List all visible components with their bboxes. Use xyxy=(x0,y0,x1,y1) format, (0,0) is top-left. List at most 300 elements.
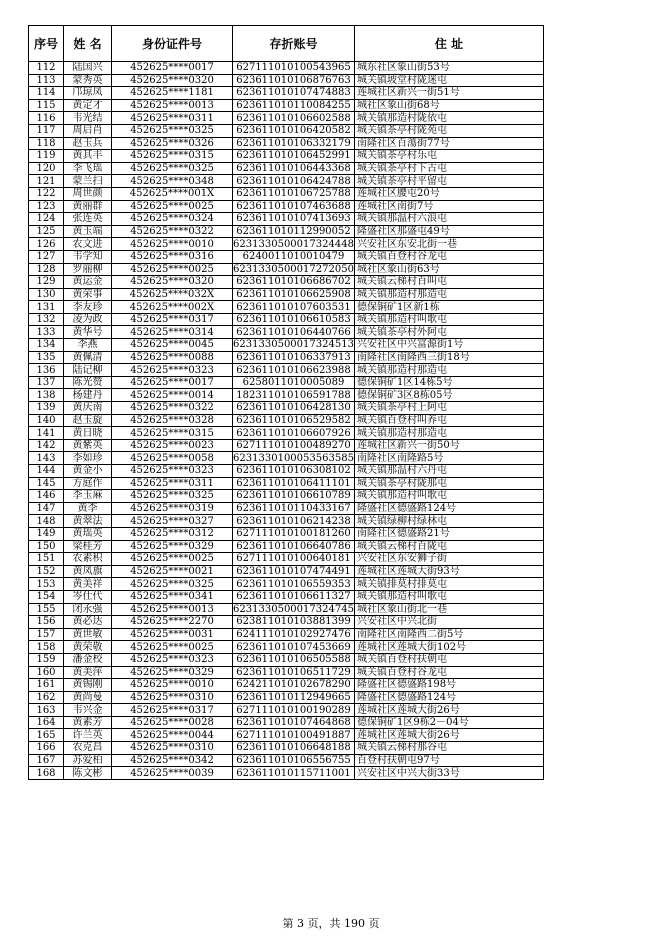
row-id-number: 452625****0322 xyxy=(112,402,233,415)
table-row xyxy=(29,112,544,125)
row-id-number: 452625****0327 xyxy=(112,515,233,528)
row-name: 邝琼凤 xyxy=(64,87,112,100)
row-id-number: 452625****002X xyxy=(112,301,233,314)
row-id-number: 452625****0010 xyxy=(112,679,233,692)
row-serial: 141 xyxy=(29,427,64,440)
row-account-number: 623611010106214238 xyxy=(233,515,355,528)
row-account-number: 623811010103881399 xyxy=(233,616,355,629)
row-name: 罗丽柳 xyxy=(64,263,112,276)
row-serial: 150 xyxy=(29,540,64,553)
row-account-number: 627111010100181260 xyxy=(233,527,355,540)
row-account-number: 6231330500017324448 xyxy=(233,238,354,250)
row-name: 陈文彬 xyxy=(64,767,112,780)
table-row xyxy=(29,301,544,314)
row-id-number: 452625****0323 xyxy=(112,364,233,377)
row-address: 城关镇茶亭村陇苑屯 xyxy=(355,124,544,137)
row-account-number: 623611010106623988 xyxy=(233,364,355,377)
table-row xyxy=(29,87,544,100)
row-address: 城社区象山街63号 xyxy=(355,263,544,276)
row-address: 莲城社区莲城大街26号 xyxy=(355,704,544,717)
row-serial: 158 xyxy=(29,641,64,654)
row-serial: 147 xyxy=(29,502,64,515)
table-row xyxy=(29,502,544,515)
row-address: 南隆社区德盛路21号 xyxy=(355,527,544,540)
row-id-number: 452625****0320 xyxy=(112,74,233,87)
row-address: 百登村扶朝屯97号 xyxy=(355,754,544,767)
row-account-number: 6231330500017324513 xyxy=(233,339,354,351)
row-id-number: 452625****0328 xyxy=(112,414,233,427)
row-id-number: 452625****0014 xyxy=(112,389,233,402)
row-id-number: 452625****0324 xyxy=(112,213,233,226)
row-name: 农克昌 xyxy=(64,742,112,755)
row-id-number: 452625****0025 xyxy=(112,553,233,566)
table-body xyxy=(29,62,544,780)
row-serial: 130 xyxy=(29,288,64,301)
row-serial: 168 xyxy=(29,767,64,780)
row-account-number: 623611010107474491 xyxy=(233,565,355,578)
row-account-number: 623611010106610789 xyxy=(233,490,355,503)
row-serial: 145 xyxy=(29,477,64,490)
row-serial: 121 xyxy=(29,175,64,188)
row-id-number: 452625****0028 xyxy=(112,716,233,729)
row-name: 李友珍 xyxy=(64,301,112,314)
row-address: 城关镇百登村谷龙屯 xyxy=(355,250,544,263)
table-row xyxy=(29,653,544,666)
table-row xyxy=(29,439,544,452)
row-name: 韦学知 xyxy=(64,250,112,263)
table-row xyxy=(29,641,544,654)
table-row xyxy=(29,187,544,200)
table-row xyxy=(29,402,544,415)
row-account-number: 623611010107464868 xyxy=(233,716,355,729)
row-id-number: 452625****0312 xyxy=(112,527,233,540)
row-address: 南隆社区南隆西二街5号 xyxy=(355,628,544,641)
table-row xyxy=(29,578,544,591)
row-id-number: 452625****0317 xyxy=(112,313,233,326)
row-name: 李玉麻 xyxy=(64,490,112,503)
row-name: 黄美祥 xyxy=(64,578,112,591)
row-address: 城关镇茶亭村平留屯 xyxy=(355,175,544,188)
row-id-number: 452625****0315 xyxy=(112,427,233,440)
row-id-number: 452625****0025 xyxy=(112,641,233,654)
row-name: 苏爱柏 xyxy=(64,754,112,767)
row-id-number: 452625****0326 xyxy=(112,137,233,150)
row-name: 黄世敏 xyxy=(64,628,112,641)
row-address: 德保铜矿1区9栋2－04号 xyxy=(355,716,544,729)
row-address: 南隆社区百蕩街77号 xyxy=(355,137,544,150)
row-id-number: 452625****0045 xyxy=(112,339,233,352)
row-address: 莲城社区莲城大街93号 xyxy=(355,565,544,578)
row-name: 韦兴金 xyxy=(64,704,112,717)
table-row xyxy=(29,477,544,490)
row-serial: 152 xyxy=(29,565,64,578)
row-address: 城关镇茶亭村上阿屯 xyxy=(355,402,544,415)
row-address: 城关镇那造村那造屯 xyxy=(355,427,544,440)
row-name: 张连英 xyxy=(64,213,112,226)
row-name: 许兰英 xyxy=(64,729,112,742)
row-serial: 165 xyxy=(29,729,64,742)
roster-table xyxy=(28,25,544,780)
row-account-number: 623611010110433167 xyxy=(233,502,355,515)
row-id-number: 452625****0039 xyxy=(112,767,233,780)
row-account-number: 623611010112990052 xyxy=(233,225,355,238)
row-id-number: 452625****0325 xyxy=(112,578,233,591)
row-account-number: 623611010106332179 xyxy=(233,137,355,150)
row-address: 城关镇云梯村百陇屯 xyxy=(355,540,544,553)
row-id-number: 452625****0342 xyxy=(112,754,233,767)
row-name: 黄瑶英 xyxy=(64,527,112,540)
row-account-number: 623611010106640786 xyxy=(233,540,355,553)
table-row xyxy=(29,553,544,566)
row-name: 岑仕代 xyxy=(64,590,112,603)
row-account-number: 6258011010005089 xyxy=(233,376,355,389)
row-address: 南隆社区南隆路5号 xyxy=(355,452,544,465)
row-account-number: 623611010106610583 xyxy=(233,313,355,326)
row-account-number: 623611010112949665 xyxy=(233,691,355,704)
row-id-number: 452625****0319 xyxy=(112,502,233,515)
row-name: 黄李 xyxy=(64,502,112,515)
row-account-number: 623611010106428130 xyxy=(233,402,355,415)
row-serial: 128 xyxy=(29,263,64,276)
row-serial: 167 xyxy=(29,754,64,767)
row-account-number: 623611010115711001 xyxy=(233,767,355,780)
row-address: 德保铜矿3区8栋05号 xyxy=(355,389,544,402)
table-row xyxy=(29,716,544,729)
row-name: 黄其丰 xyxy=(64,150,112,163)
table-row xyxy=(29,427,544,440)
row-id-number: 452625****0013 xyxy=(112,99,233,112)
table-row xyxy=(29,339,544,352)
row-id-number: 452625****0341 xyxy=(112,590,233,603)
row-account-number: 182311010106591788 xyxy=(233,389,355,402)
table-row xyxy=(29,351,544,364)
row-serial: 146 xyxy=(29,490,64,503)
row-account-number: 623611010106725788 xyxy=(233,187,355,200)
table-row xyxy=(29,754,544,767)
row-address: 城关镇百登村谷龙屯 xyxy=(355,666,544,679)
table-row xyxy=(29,540,544,553)
row-address: 德保铜矿1区14栋5号 xyxy=(355,376,544,389)
row-account-number: 623611010106876763 xyxy=(233,74,355,87)
row-account-number: 623611010107463688 xyxy=(233,200,355,213)
row-address: 城关镇那造村那造屯 xyxy=(355,364,544,377)
row-serial: 148 xyxy=(29,515,64,528)
table-row xyxy=(29,162,544,175)
row-name: 黄凤旗 xyxy=(64,565,112,578)
table-row xyxy=(29,238,544,251)
row-serial: 164 xyxy=(29,716,64,729)
row-serial: 136 xyxy=(29,364,64,377)
row-address: 隆盛社区德盛路124号 xyxy=(355,691,544,704)
row-account-number: 6231330100053563585 xyxy=(233,452,354,464)
row-address: 城关镇那造村叫歌屯 xyxy=(355,590,544,603)
row-id-number: 452625****0044 xyxy=(112,729,233,742)
table-row xyxy=(29,364,544,377)
row-address: 城关镇百登村扶朝屯 xyxy=(355,653,544,666)
row-account-number: 627111010100491887 xyxy=(233,729,355,742)
row-id-number: 452625****2270 xyxy=(112,616,233,629)
row-serial: 127 xyxy=(29,250,64,263)
row-name: 李如珍 xyxy=(64,452,112,465)
row-name: 黄佩清 xyxy=(64,351,112,364)
row-id-number: 452625****0310 xyxy=(112,742,233,755)
row-name: 周启肖 xyxy=(64,124,112,137)
row-account-number: 623611010106559353 xyxy=(233,578,355,591)
row-id-number: 452625****1181 xyxy=(112,87,233,100)
table-row xyxy=(29,679,544,692)
row-id-number: 452625****0316 xyxy=(112,250,233,263)
row-id-number: 452625****0013 xyxy=(112,603,233,616)
row-id-number: 452625****0021 xyxy=(112,565,233,578)
table-row xyxy=(29,515,544,528)
row-account-number: 623611010106411101 xyxy=(233,477,355,490)
row-name: 黄玉端 xyxy=(64,225,112,238)
row-account-number: 627111010100543965 xyxy=(233,62,355,75)
table-row xyxy=(29,465,544,478)
row-address: 城关镇坡堂村陇迷屯 xyxy=(355,74,544,87)
row-serial: 153 xyxy=(29,578,64,591)
table-row xyxy=(29,213,544,226)
row-account-number: 623611010106511729 xyxy=(233,666,355,679)
table-row xyxy=(29,150,544,163)
row-name: 凌为政 xyxy=(64,313,112,326)
row-account-number: 623611010107474883 xyxy=(233,87,355,100)
row-address: 兴安社区中兴大街33号 xyxy=(355,767,544,780)
row-address: 城关镇百登村叫养屯 xyxy=(355,414,544,427)
row-serial: 131 xyxy=(29,301,64,314)
row-account-number: 623611010106440766 xyxy=(233,326,355,339)
row-account-number: 6231330500017272050 xyxy=(233,263,354,275)
row-id-number: 452625****0017 xyxy=(112,62,233,75)
row-serial: 162 xyxy=(29,691,64,704)
row-serial: 143 xyxy=(29,452,64,465)
table-row xyxy=(29,666,544,679)
table-row xyxy=(29,376,544,389)
row-serial: 138 xyxy=(29,389,64,402)
row-name: 赵玉兵 xyxy=(64,137,112,150)
row-id-number: 452625****0322 xyxy=(112,225,233,238)
row-id-number: 452625****0329 xyxy=(112,666,233,679)
row-name: 潘金校 xyxy=(64,653,112,666)
row-address: 城关镇云梯村百叫屯 xyxy=(355,276,544,289)
row-name: 黄运金 xyxy=(64,276,112,289)
row-address: 城东社区象山街53号 xyxy=(355,62,544,75)
row-name: 农素积 xyxy=(64,553,112,566)
row-name: 杨建丹 xyxy=(64,389,112,402)
row-id-number: 452625****0010 xyxy=(112,238,233,251)
row-name: 黄庆南 xyxy=(64,402,112,415)
row-name: 黄华号 xyxy=(64,326,112,339)
table-row xyxy=(29,704,544,717)
row-id-number: 452625****001X xyxy=(112,187,233,200)
row-account-number: 624211010102678290 xyxy=(233,679,355,692)
row-name: 黄美萍 xyxy=(64,666,112,679)
row-account-number: 627111010100640181 xyxy=(233,553,355,566)
row-name: 李飞瑶 xyxy=(64,162,112,175)
row-address: 城关镇茶亭村下古屯 xyxy=(355,162,544,175)
row-name: 梁桂芳 xyxy=(64,540,112,553)
row-serial: 155 xyxy=(29,603,64,616)
row-address: 隆盛社区德盛路124号 xyxy=(355,502,544,515)
row-id-number: 452625****0310 xyxy=(112,691,233,704)
row-serial: 149 xyxy=(29,527,64,540)
table-row xyxy=(29,729,544,742)
row-name: 黄锡刚 xyxy=(64,679,112,692)
header-address: 住 址 xyxy=(355,26,544,62)
table-row xyxy=(29,276,544,289)
row-serial: 122 xyxy=(29,187,64,200)
row-serial: 160 xyxy=(29,666,64,679)
row-serial: 157 xyxy=(29,628,64,641)
row-address: 城关镇那造村叫歌屯 xyxy=(355,313,544,326)
table-row xyxy=(29,263,544,276)
row-account-number: 623611010107453669 xyxy=(233,641,355,654)
row-serial: 120 xyxy=(29,162,64,175)
row-name: 黄必达 xyxy=(64,616,112,629)
row-account-number: 623611010106625908 xyxy=(233,288,355,301)
row-serial: 142 xyxy=(29,439,64,452)
row-name: 方庭作 xyxy=(64,477,112,490)
header-row xyxy=(29,26,544,62)
row-serial: 124 xyxy=(29,213,64,226)
table-row xyxy=(29,313,544,326)
table-row xyxy=(29,603,544,616)
row-serial: 117 xyxy=(29,124,64,137)
row-account-number: 627111010100190289 xyxy=(233,704,355,717)
row-address: 隆盛社区德盛路198号 xyxy=(355,679,544,692)
header-name: 姓 名 xyxy=(64,26,112,62)
row-id-number: 452625****0315 xyxy=(112,150,233,163)
row-name: 陆记柳 xyxy=(64,364,112,377)
row-account-number: 6231330500017324745 xyxy=(233,603,354,615)
row-serial: 129 xyxy=(29,276,64,289)
row-serial: 133 xyxy=(29,326,64,339)
row-address: 城社区象山街北一巷 xyxy=(355,603,544,616)
row-account-number: 623611010106337913 xyxy=(233,351,355,364)
row-address: 莲城社区南街7号 xyxy=(355,200,544,213)
row-address: 兴安社区东安狮子街 xyxy=(355,553,544,566)
row-id-number: 452625****0323 xyxy=(112,465,233,478)
row-serial: 137 xyxy=(29,376,64,389)
row-name: 赵玉旋 xyxy=(64,414,112,427)
row-address: 兴安社区中兴北街 xyxy=(355,616,544,629)
row-serial: 135 xyxy=(29,351,64,364)
row-account-number: 624111010102927476 xyxy=(233,628,355,641)
row-id-number: 452625****0325 xyxy=(112,162,233,175)
row-address: 莲城社区新兴一街50号 xyxy=(355,439,544,452)
row-address: 城关镇那造村陇依屯 xyxy=(355,112,544,125)
row-serial: 159 xyxy=(29,653,64,666)
row-name: 黄荣敬 xyxy=(64,641,112,654)
row-serial: 115 xyxy=(29,99,64,112)
row-account-number: 623611010106424788 xyxy=(233,175,355,188)
table-row xyxy=(29,137,544,150)
row-account-number: 623611010107603531 xyxy=(233,301,355,314)
table-row xyxy=(29,389,544,402)
row-id-number: 452625****032X xyxy=(112,288,233,301)
table-row xyxy=(29,62,544,75)
row-name: 黄定才 xyxy=(64,99,112,112)
table-row xyxy=(29,225,544,238)
table-row xyxy=(29,767,544,780)
row-id-number: 452625****0323 xyxy=(112,653,233,666)
row-name: 韦光结 xyxy=(64,112,112,125)
row-id-number: 452625****0311 xyxy=(112,112,233,125)
table-row xyxy=(29,124,544,137)
row-name: 蒙秀英 xyxy=(64,74,112,87)
row-name: 黄日晓 xyxy=(64,427,112,440)
row-serial: 126 xyxy=(29,238,64,251)
table-row xyxy=(29,74,544,87)
row-account-number: 623611010106529582 xyxy=(233,414,355,427)
row-account-number: 623611010106602588 xyxy=(233,112,355,125)
row-id-number: 452625****0058 xyxy=(112,452,233,465)
header-serial: 序号 xyxy=(29,26,64,62)
row-address: 兴安社区中兴富源街1号 xyxy=(355,339,544,352)
row-id-number: 452625****0325 xyxy=(112,490,233,503)
table-row xyxy=(29,628,544,641)
table-row xyxy=(29,527,544,540)
row-serial: 118 xyxy=(29,137,64,150)
row-name: 蒙兰扫 xyxy=(64,175,112,188)
row-account-number: 623611010106556755 xyxy=(233,754,355,767)
row-name: 黄金小 xyxy=(64,465,112,478)
row-id-number: 452625****0348 xyxy=(112,175,233,188)
row-address: 城关镇那造村那造屯 xyxy=(355,288,544,301)
row-id-number: 452625****0314 xyxy=(112,326,233,339)
row-address: 莲城社区新兴一街51号 xyxy=(355,87,544,100)
row-address: 南隆社区南隆西三街18号 xyxy=(355,351,544,364)
row-address: 城关镇绿柳村绿林屯 xyxy=(355,515,544,528)
row-name: 黄翠法 xyxy=(64,515,112,528)
row-address: 城关镇那造村叫歌屯 xyxy=(355,490,544,503)
row-address: 莲城社区莲城大街26号 xyxy=(355,729,544,742)
header-id-number: 身份证件号 xyxy=(112,26,233,62)
row-address: 莲城社区莲城大街102号 xyxy=(355,641,544,654)
row-name: 陆国兴 xyxy=(64,62,112,75)
row-id-number: 452625****0325 xyxy=(112,124,233,137)
row-serial: 161 xyxy=(29,679,64,692)
table-row xyxy=(29,288,544,301)
table-row xyxy=(29,590,544,603)
row-address: 城关镇云梯村那谷屯 xyxy=(355,742,544,755)
row-id-number: 452625****0023 xyxy=(112,439,233,452)
row-name: 黄素芳 xyxy=(64,716,112,729)
table-row xyxy=(29,414,544,427)
row-name: 黄紫英 xyxy=(64,439,112,452)
row-name: 黄荣事 xyxy=(64,288,112,301)
row-id-number: 452625****0017 xyxy=(112,376,233,389)
row-serial: 134 xyxy=(29,339,64,352)
table-row xyxy=(29,490,544,503)
table-row xyxy=(29,565,544,578)
row-address: 隆盛社区那盛屯49号 xyxy=(355,225,544,238)
row-serial: 163 xyxy=(29,704,64,717)
table-row xyxy=(29,175,544,188)
row-address: 城关镇那温村六浪屯 xyxy=(355,213,544,226)
row-account-number: 623611010106443368 xyxy=(233,162,355,175)
row-account-number: 623611010106505588 xyxy=(233,653,355,666)
row-account-number: 623611010106452991 xyxy=(233,150,355,163)
row-id-number: 452625****0317 xyxy=(112,704,233,717)
row-account-number: 623611010106648188 xyxy=(233,742,355,755)
row-serial: 140 xyxy=(29,414,64,427)
row-name: 周世颜 xyxy=(64,187,112,200)
table-row xyxy=(29,742,544,755)
row-serial: 151 xyxy=(29,553,64,566)
row-name: 黄丽群 xyxy=(64,200,112,213)
row-address: 城关镇那温村六丹屯 xyxy=(355,465,544,478)
